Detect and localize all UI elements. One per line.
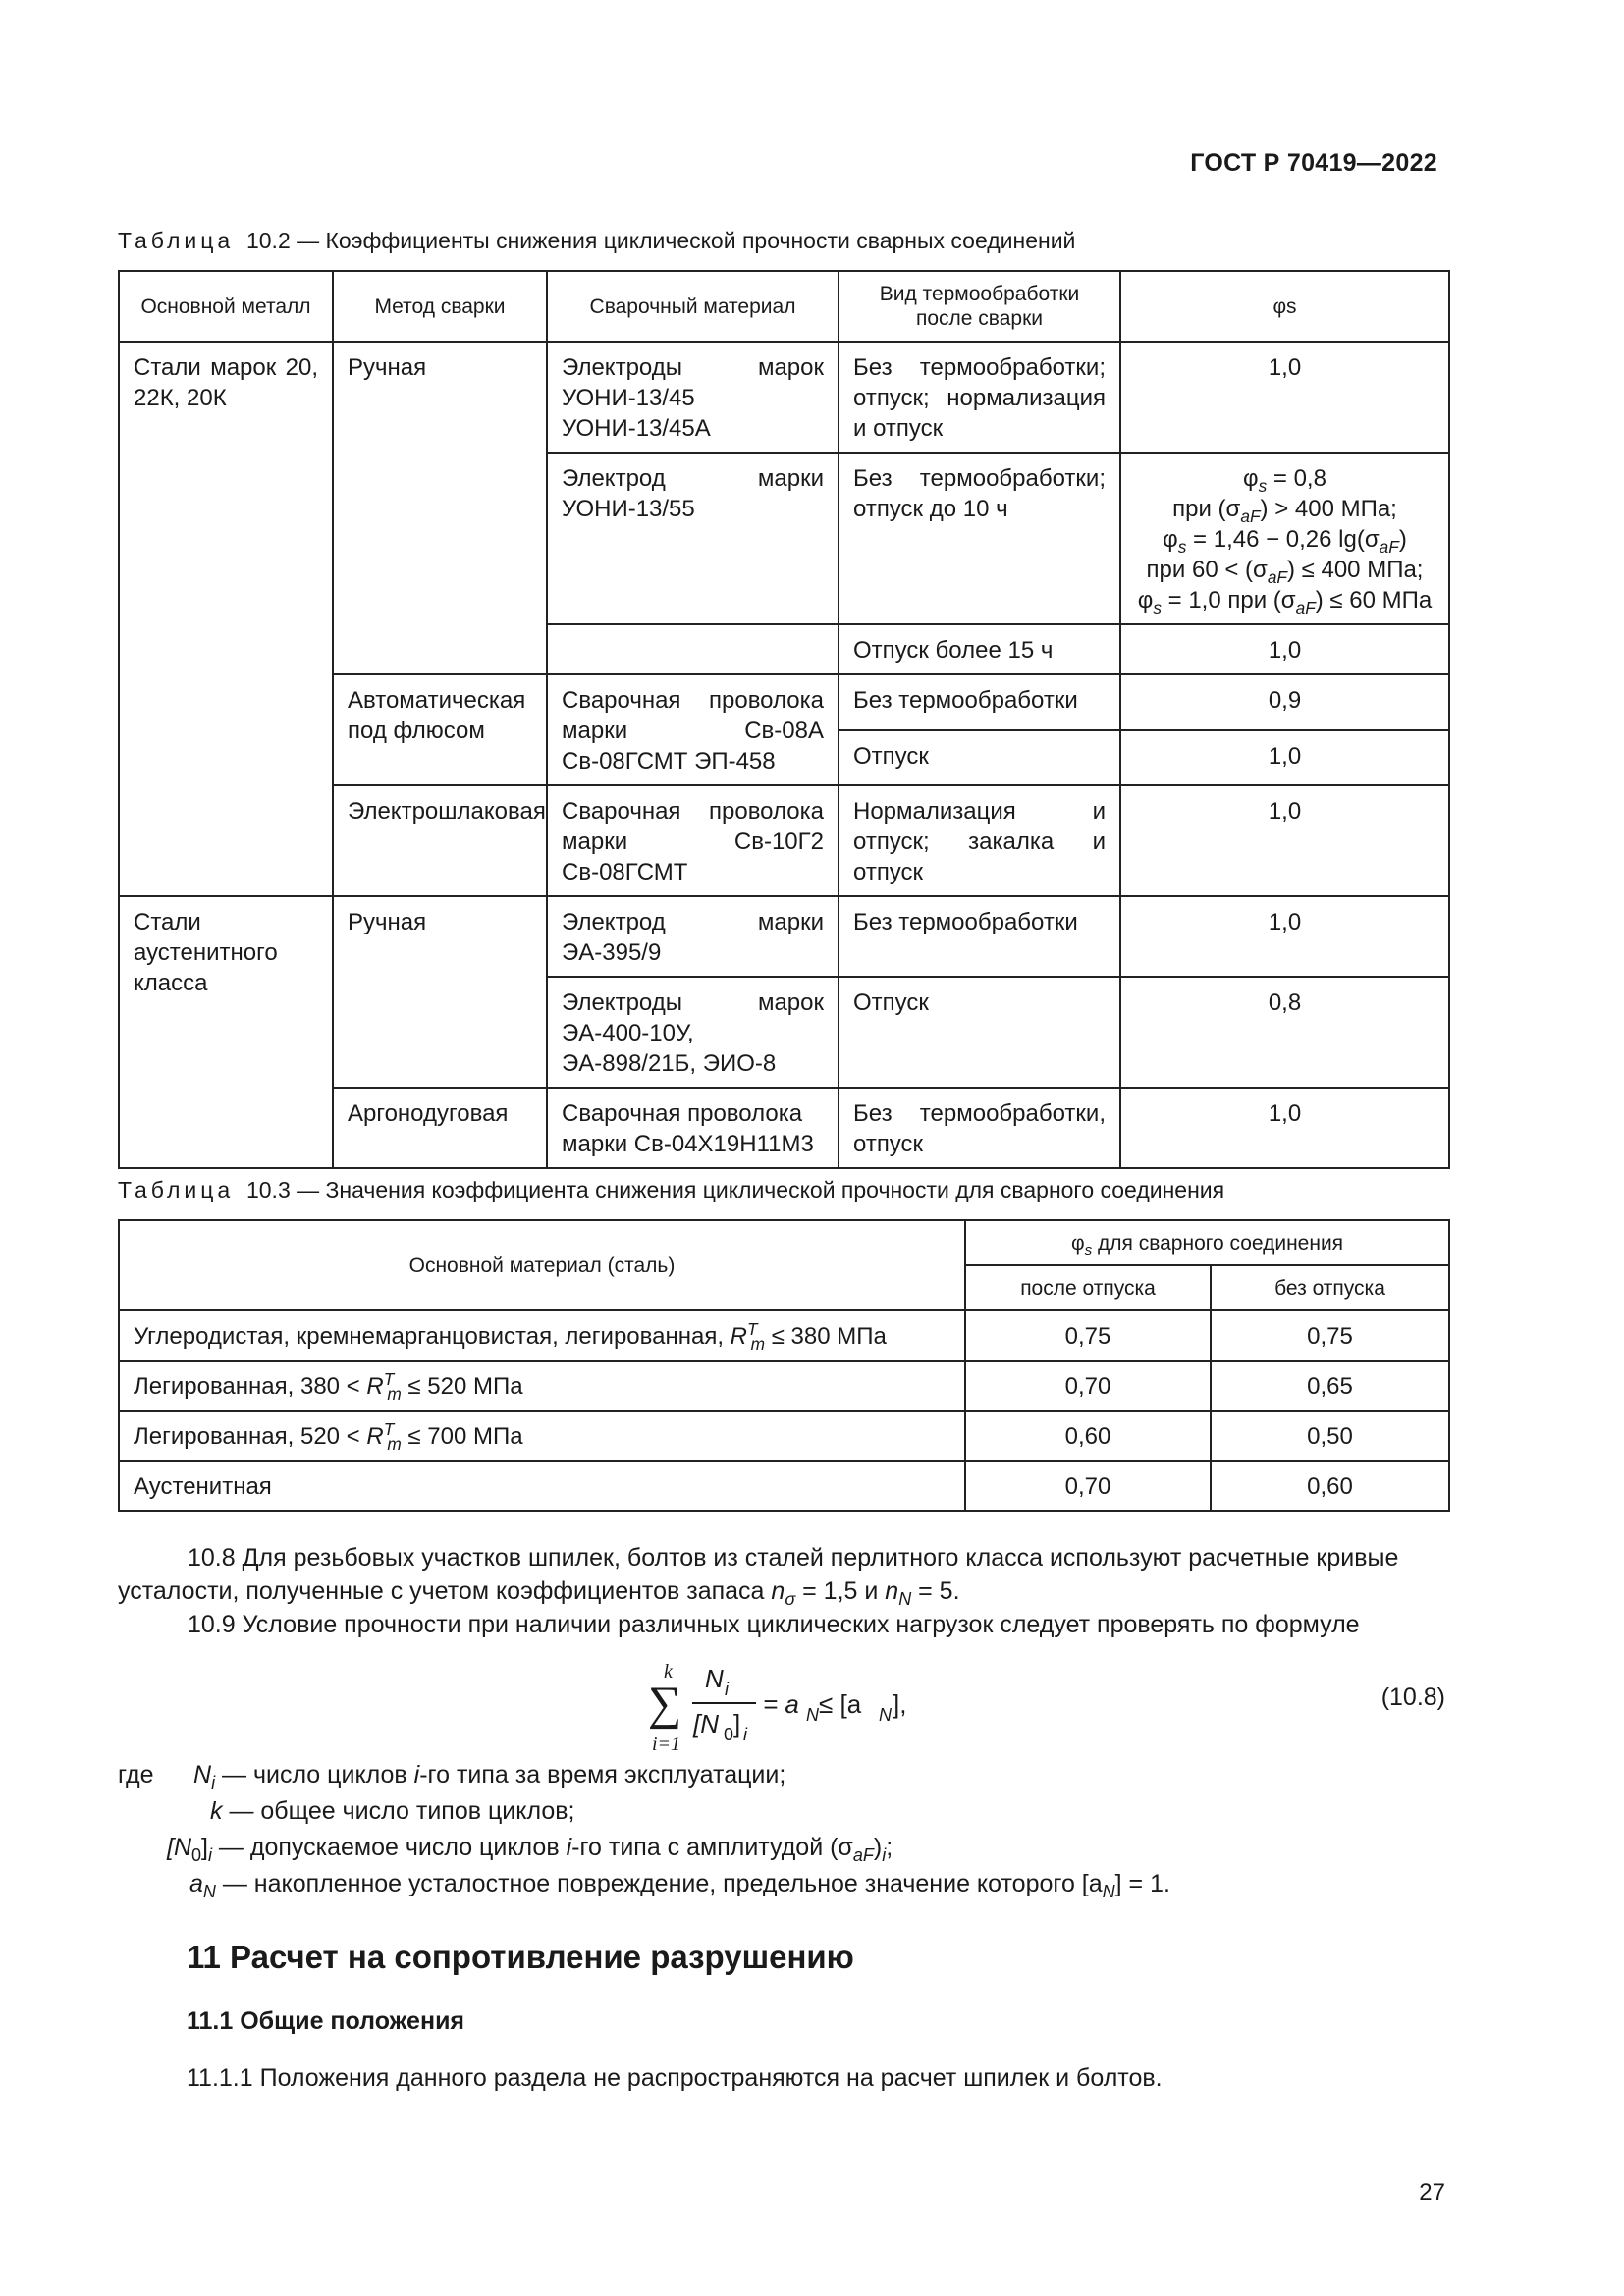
- row-material: Углеродистая, кремнемарганцовистая, легированная, $R^T_m \le 380$ МПа: [119, 1310, 965, 1361]
- table-row: [119, 1361, 1449, 1411]
- phi-2-line-2: при $(\sigma_{aF}) > 400$ МПа;: [1172, 496, 1397, 526]
- cell-material-3: Сварочная проволока марки Св-08А Св-08ГСМТ ЭП-458: [547, 674, 839, 785]
- where-def-N0: $[N_0]_i$ — допускаемое число циклов i-го типа с амплитудой $(\sigma_{aF})_i$;: [167, 1834, 893, 1865]
- rhs-aN-sub: N: [806, 1705, 819, 1725]
- cell-phi-3: 1,0: [1120, 624, 1449, 674]
- table-10-2: [118, 270, 1450, 1169]
- phi-2-line-5: $\varphi_s = 1,0$ при $(\sigma_{aF}) \le 60$ МПа: [1137, 587, 1433, 617]
- sum-lower-limit: i=1: [652, 1734, 681, 1755]
- cell-heat-6: Нормализация и отпуск; закалка и отпуск: [839, 785, 1120, 896]
- cell-metal-1: Стали марок 20, 22К, 20К: [119, 342, 333, 896]
- cell-metal-2: Стали аустенитного класса: [119, 896, 333, 1168]
- cell-material-6: Электроды марок ЭА-400-10У, ЭА-898/21Б, ЭИО-8: [547, 977, 839, 1088]
- cell-phi-5: 1,0: [1120, 730, 1449, 786]
- row-after: 0,60: [965, 1411, 1211, 1461]
- cell-phi-4: 0,9: [1120, 674, 1449, 730]
- phi-2-line-1: $\varphi_s = 0,8$: [1243, 465, 1326, 496]
- cell-phi-1: 1,0: [1120, 342, 1449, 453]
- row-after: 0,70: [965, 1461, 1211, 1511]
- page-number: 27: [1419, 2179, 1445, 2206]
- paragraph-10-9: 10.9 Условие прочности при наличии различных циклических нагрузок следует проверять по формуле: [188, 1611, 1360, 1638]
- caption-text: 10.2 — Коэффициенты снижения циклической прочности сварных соединений: [245, 228, 1076, 253]
- cell-phi-9: 1,0: [1120, 1088, 1449, 1168]
- document-code: ГОСТ Р 70419—2022: [1190, 149, 1437, 177]
- cell-phi-7: 1,0: [1120, 896, 1449, 977]
- cell-method-manual-2: Ручная: [333, 896, 547, 1088]
- cell-material-1: Электроды марок УОНИ-13/45 УОНИ-13/45А: [547, 342, 839, 453]
- caption-word: Таблица: [118, 1177, 235, 1202]
- table-10-3: [118, 1219, 1450, 1512]
- header-phi-s: φs: [1120, 271, 1449, 342]
- where-def-k: k — общее число типов циклов;: [210, 1797, 575, 1825]
- sum-symbol: ∑: [648, 1678, 682, 1730]
- caption-text: 10.3 — Значения коэффициента снижения циклической прочности для сварного соединения: [245, 1177, 1225, 1202]
- table-row: [119, 1461, 1449, 1511]
- cell-phi-6: 1,0: [1120, 785, 1449, 896]
- rhs-end: ],: [893, 1689, 907, 1719]
- row-after: 0,75: [965, 1310, 1211, 1361]
- cell-material-empty: [547, 624, 839, 674]
- paragraph-10-8: 10.8 Для резьбовых участков шпилек, болтов из сталей перлитного класса используют расчетные кривые усталости, полученные с учетом коэффициентов запаса $n_\sigma = 1,5$ и $n_N = 5$.: [118, 1544, 1399, 1609]
- header-no-temper: без отпуска: [1211, 1265, 1449, 1310]
- table-row: [119, 1411, 1449, 1461]
- denominator-open: [N: [693, 1709, 719, 1738]
- cell-heat-5: Отпуск: [839, 730, 1120, 786]
- row-without: 0,50: [1211, 1411, 1449, 1461]
- denominator-sub-zero: 0: [724, 1725, 734, 1744]
- cell-heat-9: Без термообработки, отпуск: [839, 1088, 1120, 1168]
- header-welding-method: Метод сварки: [333, 271, 547, 342]
- cell-heat-8: Отпуск: [839, 977, 1120, 1088]
- where-def-Ni: $N_i$ — число циклов i-го типа за время эксплуатации;: [193, 1761, 786, 1792]
- row-without: 0,60: [1211, 1461, 1449, 1511]
- cell-method-electroslag: Электрошлаковая: [333, 785, 547, 896]
- header-base-metal: Основной металл: [119, 271, 333, 342]
- rhs-limit-sub: N: [879, 1705, 892, 1725]
- where-def-aN: $a_N$ — накопленное усталостное повреждение, предельное значение которого $[a_N] = 1$.: [189, 1870, 1170, 1901]
- table-row: [119, 1310, 1449, 1361]
- denominator-close: ]: [733, 1709, 741, 1738]
- header-heat-treatment: Вид термообработки после сварки: [839, 271, 1120, 342]
- row-without: 0,75: [1211, 1310, 1449, 1361]
- denominator-sub-i: i: [743, 1725, 747, 1744]
- header-welding-material: Сварочный материал: [547, 271, 839, 342]
- cell-heat-2: Без термообработки; отпуск до 10 ч: [839, 453, 1120, 624]
- cell-material-5: Электрод марки ЭА-395/9: [547, 896, 839, 977]
- numerator-symbol: N: [705, 1664, 724, 1693]
- cell-material-4: Сварочная проволока марки Св-10Г2 Св-08ГСМТ: [547, 785, 839, 896]
- cell-heat-4: Без термообработки: [839, 674, 1120, 730]
- phi-2-line-3: $\varphi_s = 1,46 - 0,26$ $\lg(\sigma_{aF})$: [1163, 526, 1407, 557]
- section-11-1-heading: 11.1 Общие положения: [187, 2007, 465, 2035]
- table-10-3-caption: [118, 1177, 1224, 1203]
- header-after-temper: после отпуска: [965, 1265, 1211, 1310]
- rhs-aN: = a: [763, 1689, 799, 1719]
- sum-upper-limit: k: [664, 1661, 673, 1682]
- row-material: Легированная, $380 < R^T_m \le 520$ МПа: [119, 1361, 965, 1411]
- row-material: Легированная, $520 < R^T_m \le 700$ МПа: [119, 1411, 965, 1461]
- header-phi-group: $\varphi_s$ для сварного соединения: [965, 1220, 1449, 1265]
- row-after: 0,70: [965, 1361, 1211, 1411]
- phi-2-line-4: при $60 < (\sigma_{aF}) \le 400$ МПа;: [1146, 557, 1424, 587]
- cell-heat-1: Без термообработки; отпуск; нормализация и отпуск: [839, 342, 1120, 453]
- formula-10-8: [0, 1654, 1624, 1762]
- cell-material-2: Электрод марки УОНИ-13/55: [547, 453, 839, 624]
- cell-heat-3: Отпуск более 15 ч: [839, 624, 1120, 674]
- row-material: Аустенитная: [119, 1461, 965, 1511]
- table-10-2-caption: [118, 228, 1075, 254]
- cell-method-auto: Автоматическая под флюсом: [333, 674, 547, 785]
- cell-heat-7: Без термообработки: [839, 896, 1120, 977]
- cell-phi-8: 0,8: [1120, 977, 1449, 1088]
- section-11-heading: 11 Расчет на сопротивление разрушению: [187, 1939, 854, 1975]
- caption-word: Таблица: [118, 228, 235, 253]
- cell-method-argon: Аргонодуговая: [333, 1088, 547, 1168]
- row-without: 0,65: [1211, 1361, 1449, 1411]
- paragraph-11-1-1: 11.1.1 Положения данного раздела не распространяются на расчет шпилек и болтов.: [187, 2064, 1163, 2092]
- rhs-limit: ≤ [a: [819, 1689, 862, 1719]
- formula-number: (10.8): [1380, 1683, 1445, 1711]
- cell-method-manual-1: Ручная: [333, 342, 547, 674]
- header-base-material: Основной материал (сталь): [119, 1220, 965, 1310]
- cell-material-7: Сварочная проволока марки Св-04Х19Н11М3: [547, 1088, 839, 1168]
- where-label: где: [118, 1761, 154, 1789]
- cell-phi-2: [1120, 453, 1449, 624]
- numerator-sub: i: [725, 1680, 729, 1699]
